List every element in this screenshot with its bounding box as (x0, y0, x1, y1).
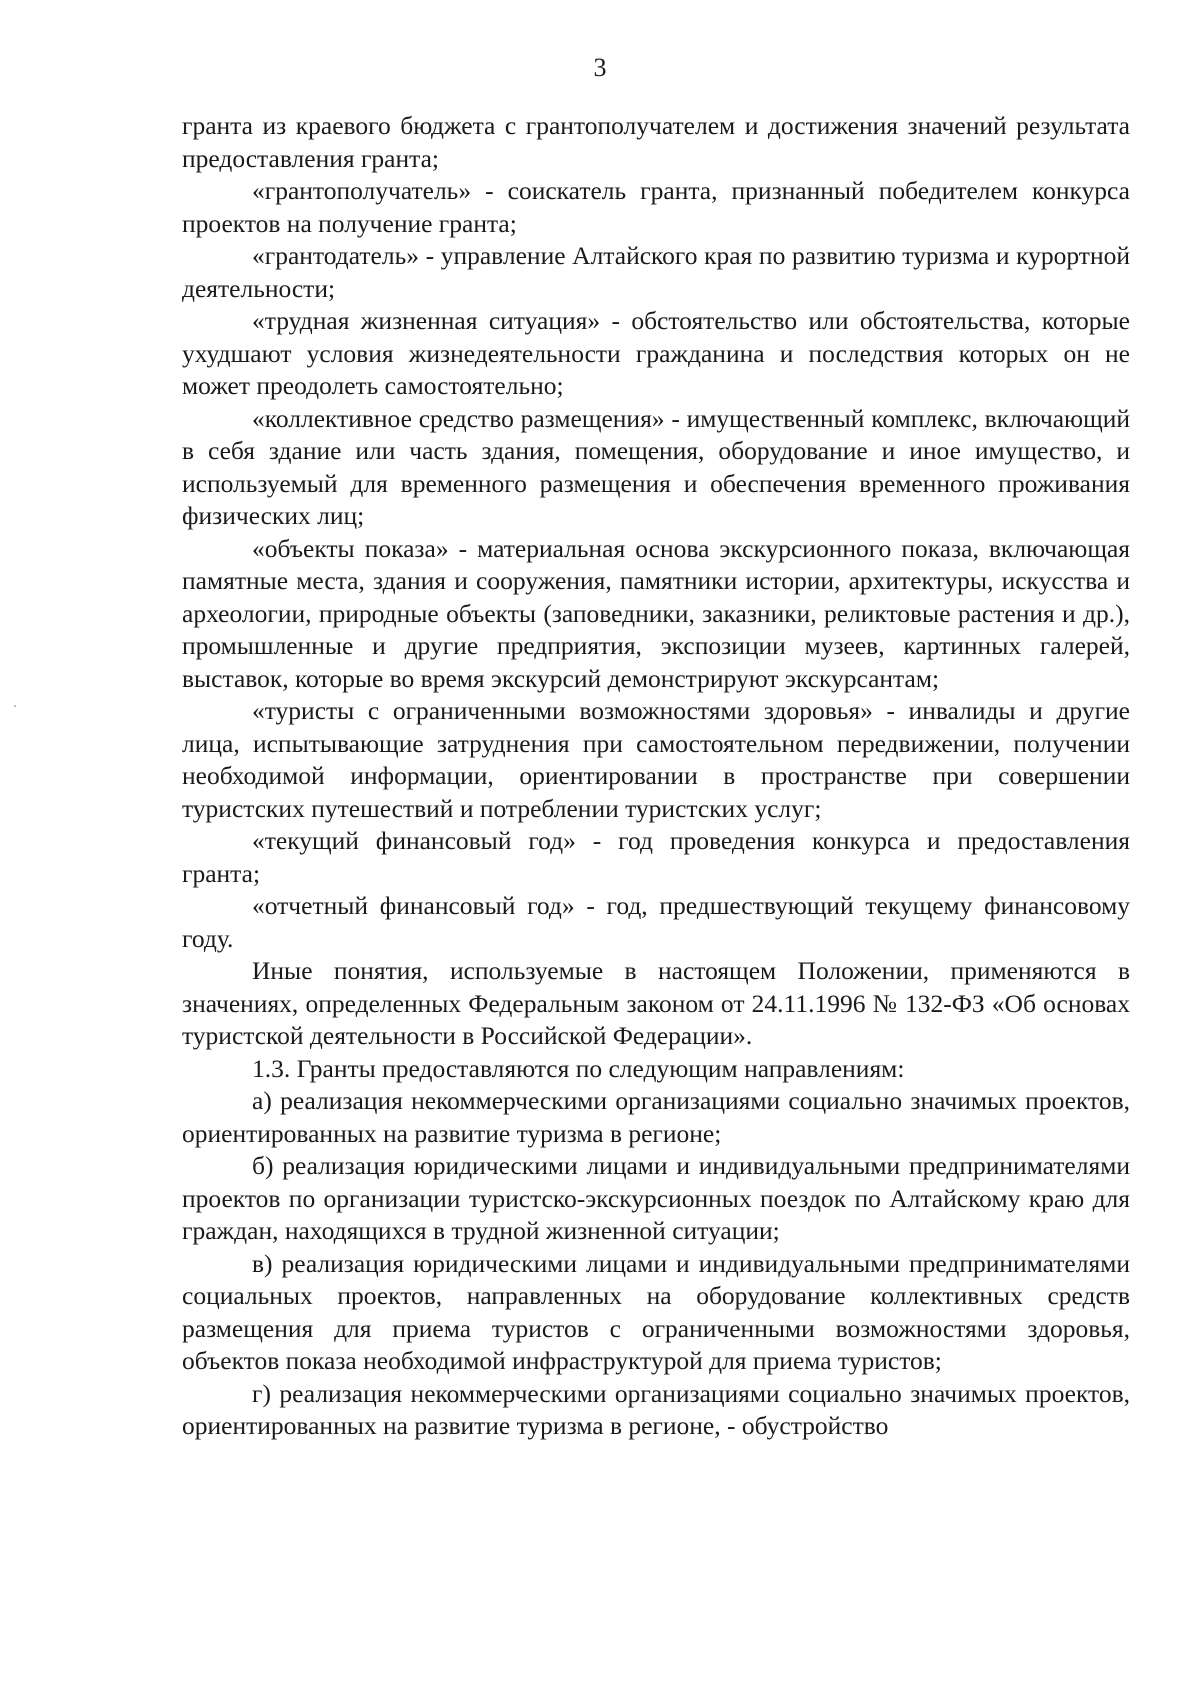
document-body (182, 110, 1130, 1443)
page-number: 3 (593, 53, 607, 82)
paragraph-definition-difficult-situation: «трудная жизненная ситуация» - обстоятельство или обстоятельства, которые ухудшают условия жизнедеятельности гражданина и последствия которых он не может преодолеть самостоятельно; (182, 306, 1130, 400)
paragraph-definition-display-objects: «объекты показа» - материальная основа экскурсионного показа, включающая памятные места, здания и сооружения, памятники истории, архитектуры, искусства и археологии, природные объекты (заповедники, заказники, реликтовые растения и др.), промышленные и другие предприятия, экспозиции музеев, картинных галерей, выставок, которые во время экскурсий демонстрируют экскурсантам; (182, 533, 1130, 693)
paragraph-definition-grant-recipient: «грантополучатель» - соискатель гранта, признанный победителем конкурса проектов на получение гранта; (182, 176, 1130, 238)
paragraph-item-a: а) реализация некоммерческими организациями социально значимых проектов, ориентированных на развитие туризма в регионе; (182, 1086, 1130, 1148)
paragraph-item-g: г) реализация некоммерческими организациями социально значимых проектов, ориентированных на развитие туризма в регионе, - обустройство (182, 1378, 1130, 1440)
paragraph-item-v: в) реализация юридическими лицами и индивидуальными предпринимателями социальных проектов, направленных на оборудование коллективных средств размещения для приема туристов с ограниченными возможностями здоровья, объектов показа необходимой инфраструктурой для приема туристов; (182, 1248, 1130, 1375)
paragraph-definition-current-year: «текущий финансовый год» - год проведения конкурса и предоставления гранта; (182, 826, 1130, 888)
paragraph-section-1-3: 1.3. Гранты предоставляются по следующим направлениям: (252, 1053, 905, 1083)
paragraph-other-terms: Иные понятия, используемые в настоящем Положении, применяются в значениях, определенных Федеральным законом от 24.11.1996 № 132-ФЗ «Об основах туристской деятельности в Российской Федерации». (182, 956, 1130, 1050)
paragraph-definition-reporting-year: «отчетный финансовый год» - год, предшествующий текущему финансовому году. (182, 891, 1130, 953)
paragraph-definition-accommodation: «коллективное средство размещения» - имущественный комплекс, включающий в себя здание или часть здания, помещения, оборудование и иное имущество, и используемый для временного размещения и обеспечения временного проживания физических лиц; (182, 403, 1130, 530)
paragraph-grant-continuation: гранта из краевого бюджета с грантополучателем и достижения значений результата предоставления гранта; (182, 111, 1130, 173)
paragraph-item-b: б) реализация юридическими лицами и индивидуальными предпринимателями проектов по организации туристско-экскурсионных поездок по Алтайскому краю для граждан, находящихся в трудной жизненной ситуации; (182, 1151, 1130, 1245)
scan-speck (14, 705, 16, 707)
paragraph-definition-grantor: «грантодатель» - управление Алтайского края по развитию туризма и курортной деятельности; (182, 241, 1130, 303)
paragraph-definition-disabled-tourists: «туристы с ограниченными возможностями здоровья» - инвалиды и другие лица, испытывающие затруднения при самостоятельном передвижении, получении необходимой информации, ориентировании в пространстве при совершении туристских путешествий и потреблении туристских услуг; (182, 696, 1130, 823)
